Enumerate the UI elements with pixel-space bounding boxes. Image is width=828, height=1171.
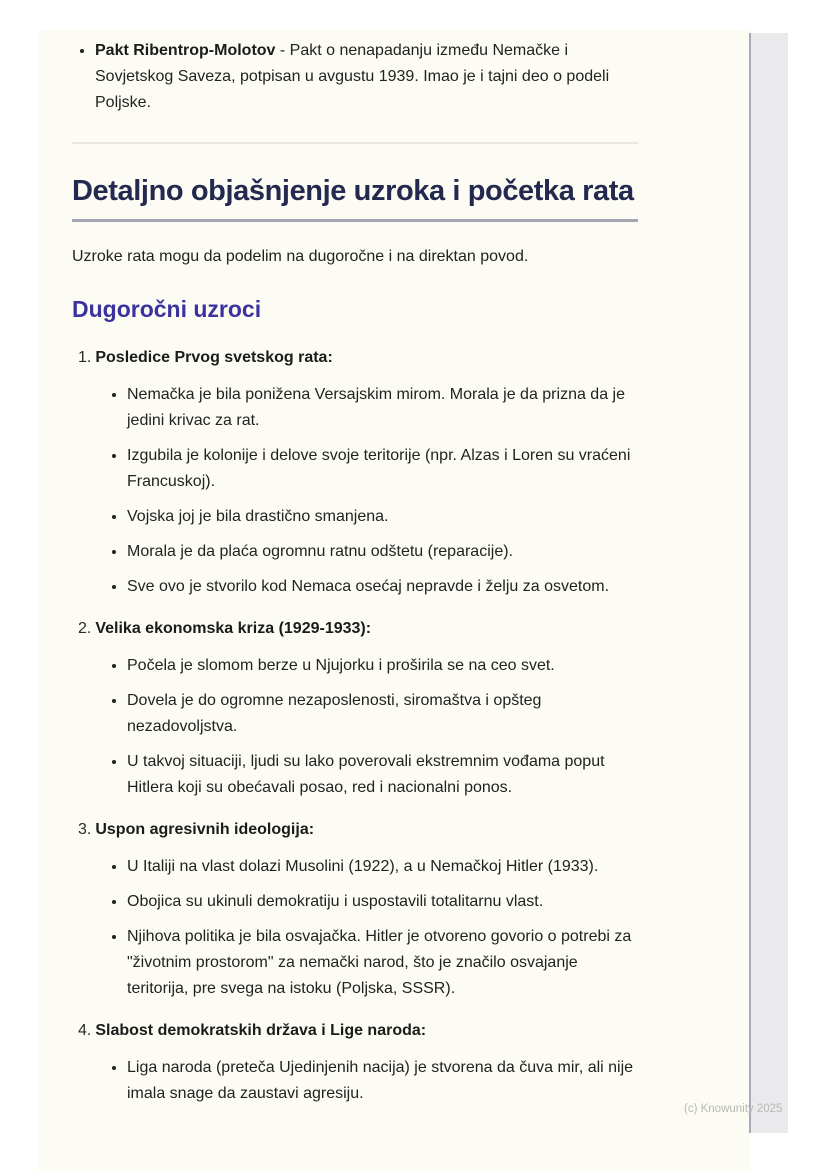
scrollbar-track[interactable]: [749, 33, 788, 1133]
bullet-item: • Liga naroda (preteča Ujedinjenih nacija) je stvorena da čuva mir, ali nije imala snage da zaustavi agresiju.: [127, 1055, 638, 1107]
numbered-item-head: [72, 344, 638, 371]
numbered-item: [72, 816, 638, 1002]
bullet-item: • Sve ovo je stvorilo kod Nemaca osećaj nepravde i želju za osvetom.: [127, 574, 638, 600]
numbered-item-head: [72, 1017, 638, 1044]
item-label: Posledice Prvog svetskog rata:: [95, 348, 333, 366]
bullet-item: • U takvoj situaciji, ljudi su lako poverovali ekstremnim vođama poput Hitlera koji su obećavali posao, red i nacionalni ponos.: [127, 749, 638, 801]
bullet-item: • Nemačka je bila ponižena Versajskim mirom. Morala je da prizna da je jedini krivac za rat.: [127, 382, 638, 434]
intro-list: [72, 38, 638, 116]
bullet-item: • Morala je da plaća ogromnu ratnu odštetu (reparacije).: [127, 539, 638, 565]
numbered-list: [72, 344, 638, 1107]
list-item: [95, 38, 638, 116]
item-number: 4.: [78, 1021, 92, 1039]
numbered-item: [72, 1017, 638, 1107]
bullet-item: • Obojica su ukinuli demokratiju i uspostavili totalitarnu vlast.: [127, 889, 638, 915]
bullet-list: [72, 854, 638, 1002]
numbered-item: [72, 615, 638, 801]
bullet-list: [72, 1055, 638, 1107]
item-number: 3.: [78, 820, 92, 838]
document-content: [72, 30, 638, 1107]
bullet-item: • Počela je slomom berze u Njujorku i proširila se na ceo svet.: [127, 653, 638, 679]
subsection-title: Dugoročni uzroci: [72, 295, 262, 322]
item-number: 1.: [78, 348, 92, 366]
bullet-item: • Vojska joj je bila drastično smanjena.: [127, 504, 638, 530]
numbered-item-head: [72, 615, 638, 642]
bullet-item: • Njihova politika je bila osvajačka. Hitler je otvoreno govorio o potrebi za "životnim prostorom" za nemački narod, što je značilo osvajanje teritorija, pre svega na istoku (Poljska, SSSR).: [127, 924, 638, 1002]
document-page: [38, 30, 750, 1171]
section-title: Detaljno objašnjenje uzroka i početka rata: [72, 175, 634, 207]
item-label: Uspon agresivnih ideologija:: [95, 820, 315, 838]
numbered-item-head: [72, 816, 638, 843]
bullet-item: • Dovela je do ogromne nezaposlenosti, siromaštva i opšteg nezadovoljstva.: [127, 688, 638, 740]
bullet-list: [72, 653, 638, 801]
bullet-item: • U Italiji na vlast dolazi Musolini (1922), a u Nemačkoj Hitler (1933).: [127, 854, 638, 880]
watermark: (c) Knowunity 2025: [684, 1103, 783, 1115]
item-label: Slabost demokratskih država i Lige naroda:: [95, 1021, 427, 1039]
item-number: 2.: [78, 619, 92, 637]
item-label: Velika ekonomska kriza (1929-1933):: [95, 619, 372, 637]
bullet-item: • Izgubila je kolonije i delove svoje teritorije (npr. Alzas i Loren su vraćeni Francuskoj).: [127, 443, 638, 495]
bold-term: Pakt Ribentrop-Molotov: [95, 42, 276, 59]
list-item-text: - Pakt o nenapadanju između Nemačke i Sovjetskog Saveza, potpisan u avgustu 1939. Imao je i tajni deo o podeli Poljske.: [95, 42, 610, 111]
section-title-rule: [72, 219, 638, 222]
numbered-item: [72, 344, 638, 600]
top-divider: [72, 142, 638, 144]
bullet-list: [72, 382, 638, 600]
section-intro-paragraph: Uzroke rata mogu da podelim na dugoročne i na direktan povod.: [72, 247, 529, 265]
